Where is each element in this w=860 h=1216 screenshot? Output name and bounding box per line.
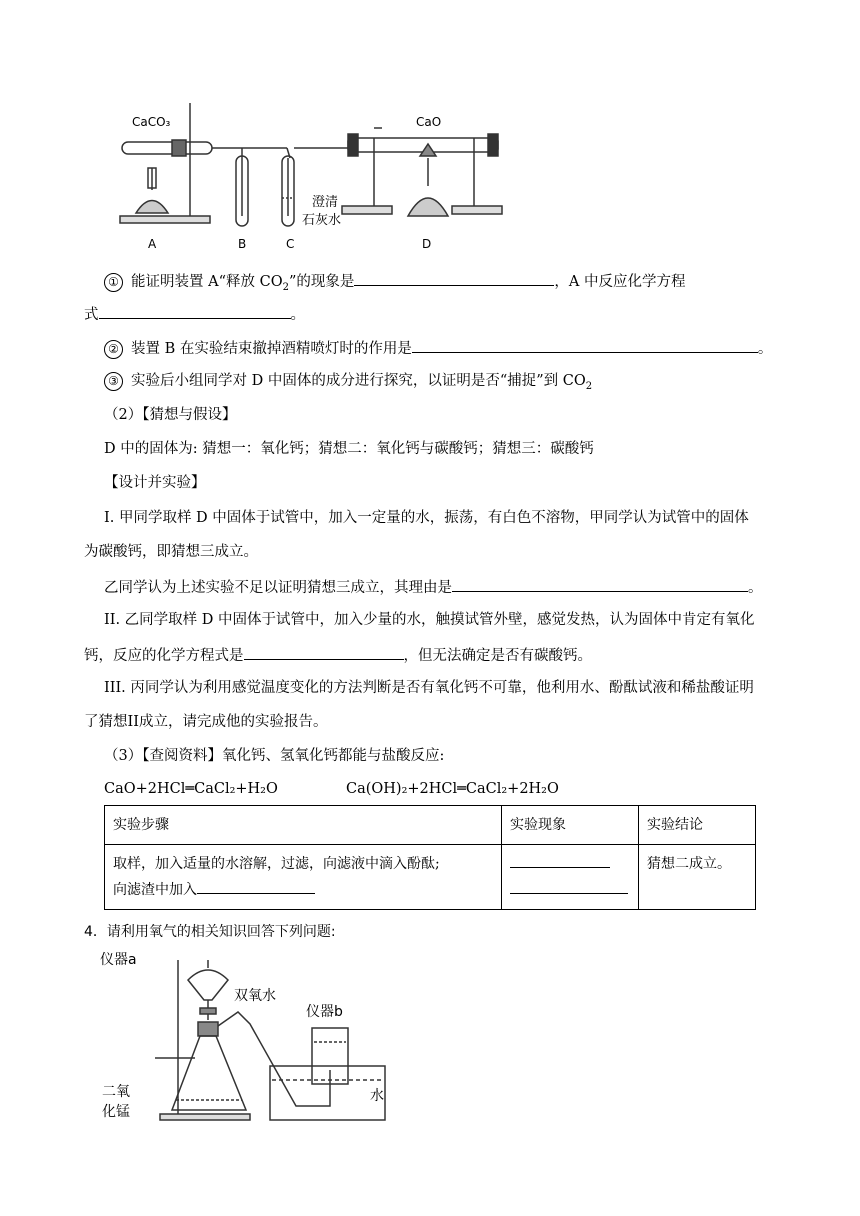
cell-conclusion: 猜想二成立。 — [639, 845, 756, 910]
item2-text: 装置 B 在实验结束撤掉酒精喷灯时的作用是 — [131, 341, 412, 357]
label-instrument-b: 仪器b — [306, 1004, 343, 1020]
reason-line — [104, 576, 763, 598]
question-item-3 — [104, 371, 592, 391]
part-ii-line1: II. 乙同学取样 D 中固体于试管中，加入少量的水，触摸试管外壁，感觉发热，认为固体中肯定有氧化 — [104, 612, 755, 628]
label-cao: CaO — [416, 115, 442, 129]
table-row — [105, 845, 756, 910]
label-water: 水 — [370, 1088, 384, 1104]
label-mno2-1: 二氧 — [102, 1084, 130, 1100]
part-ii-text-a: 钙，反应的化学方程式是 — [84, 648, 244, 664]
item1-text-a: 能证明装置 A“释放 CO — [131, 274, 283, 290]
step-line-1: 取样，加入适量的水溶解，过滤，向滤液中滴入酚酞; — [113, 856, 440, 872]
label-limewater-1: 澄清 — [312, 195, 339, 210]
part-ii-text-b: ，但无法确定是否有碳酸钙。 — [403, 648, 592, 664]
step-line-2-text: 向滤渣中加入 — [113, 882, 197, 898]
section2-heading: （2）【猜想与假设】 — [104, 407, 237, 423]
part-ii-line2 — [84, 644, 592, 666]
reason-end: 。 — [748, 580, 763, 596]
step-line-2 — [113, 877, 493, 903]
apparatus-figure-2 — [100, 950, 400, 1130]
item3-text: 实验后小组同学对 D 中固体的成分进行探究，以证明是否“捕捉”到 CO — [131, 373, 586, 389]
cell-steps — [105, 845, 502, 910]
table-header-row — [105, 806, 756, 845]
header-steps: 实验步骤 — [105, 806, 502, 845]
hypotheses-text: D 中的固体为: 猜想一：氧化钙；猜想二：氧化钙与碳酸钙；猜想三：碳酸钙 — [104, 441, 594, 457]
item1-cont-text: 式 — [84, 307, 99, 323]
answer-blank-equation[interactable] — [244, 644, 404, 660]
design-heading: 【设计并实验】 — [104, 475, 206, 491]
item3-subscript: 2 — [585, 380, 593, 392]
answer-blank-reason[interactable] — [452, 576, 748, 592]
label-caco3: CaCO₃ — [132, 115, 171, 129]
label-mno2-2: 化锰 — [102, 1104, 130, 1120]
answer-blank-1b[interactable] — [99, 303, 291, 319]
label-instrument-a: 仪器a — [100, 952, 137, 968]
equation-2: Ca(OH)₂+2HCl═CaCl₂+2H₂O — [346, 781, 559, 797]
part-iii-line1: III. 丙同学认为利用感觉温度变化的方法判断是否有氧化钙不可靠，他利用水、酚酞试液和稀盐酸证明 — [104, 680, 754, 696]
question-item-1 — [104, 270, 685, 292]
item1-end: 。 — [290, 307, 305, 323]
label-limewater-2: 石灰水 — [302, 213, 342, 228]
item-number-2: ② — [104, 340, 123, 359]
item1-text-c: ，A 中反应化学方程 — [554, 274, 686, 290]
answer-blank-reagent[interactable] — [197, 878, 315, 894]
part-iii-line2: 了猜想II成立，请完成他的实验报告。 — [84, 714, 328, 730]
question-4: 4．请利用氧气的相关知识回答下列问题: — [84, 924, 336, 940]
cell-phenomena — [502, 845, 639, 910]
label-d: D — [422, 237, 432, 251]
question-item-2 — [104, 337, 772, 359]
experiment-report-table — [104, 805, 756, 910]
header-conclusion: 实验结论 — [639, 806, 756, 845]
label-b: B — [238, 237, 247, 251]
item1-subscript: 2 — [282, 281, 289, 293]
item-number-1: ① — [104, 273, 123, 292]
equation-1: CaO+2HCl═CaCl₂+H₂O — [104, 781, 278, 797]
question-item-1-cont — [84, 303, 305, 325]
apparatus-figure-1 — [112, 98, 532, 258]
label-c: C — [286, 237, 295, 251]
item-number-3: ③ — [104, 372, 123, 391]
reason-text: 乙同学认为上述实验不足以证明猜想三成立，其理由是 — [104, 580, 452, 596]
part-i-line2: 为碳酸钙，即猜想三成立。 — [84, 544, 258, 560]
answer-blank-phenomenon-1[interactable] — [510, 852, 610, 868]
part-i-line1: I. 甲同学取样 D 中固体于试管中，加入一定量的水，振荡，有白色不溶物，甲同学认为试管中的固体 — [104, 510, 749, 526]
item1-text-b: ”的现象是 — [288, 274, 355, 290]
header-phenomena: 实验现象 — [502, 806, 639, 845]
answer-blank-1a[interactable] — [354, 270, 554, 286]
answer-blank-phenomenon-2[interactable] — [510, 878, 628, 894]
answer-blank-2[interactable] — [412, 337, 758, 353]
item2-end: 。 — [757, 341, 773, 357]
label-a: A — [148, 237, 157, 251]
label-hydrogen-peroxide: 双氧水 — [234, 988, 276, 1004]
section3-heading: （3）【查阅资料】氧化钙、氢氧化钙都能与盐酸反应: — [104, 748, 445, 764]
